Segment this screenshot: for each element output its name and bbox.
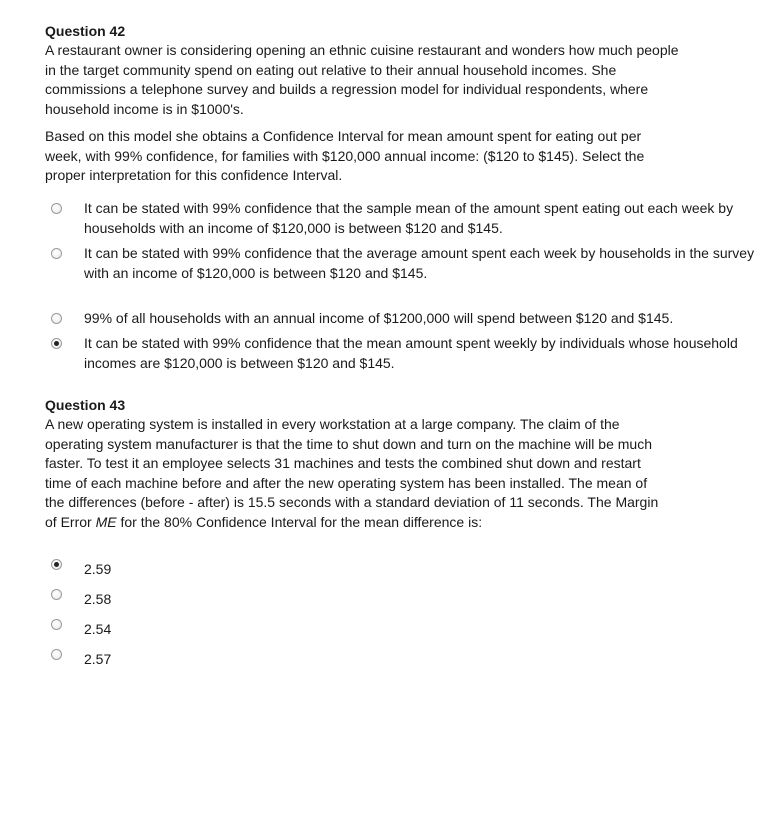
answer-option-label[interactable]: 2.54 <box>84 621 112 637</box>
question-42 <box>45 22 745 186</box>
radio-button[interactable] <box>51 649 62 660</box>
radio-button[interactable] <box>51 248 62 259</box>
question-43-prompt-text: A new operating system is installed in every workstation at a large company. The claim of the operating system manufacturer is that the time to shut down and turn on the machine will be much faster. To test it an employee selects 31 machines and tests the combined shut down and restart time of each machine before and after the new operating system has been installed. The mean of the differences (before - after) is 15.5 seconds with a standard deviation of 11 seconds. The Margin of Error <box>45 416 659 530</box>
radio-button[interactable] <box>51 619 62 630</box>
answer-option[interactable] <box>45 198 760 240</box>
radio-button[interactable] <box>51 589 62 600</box>
answer-option[interactable] <box>45 619 760 641</box>
answer-option[interactable] <box>45 649 760 671</box>
answer-option-label[interactable]: 2.58 <box>84 591 112 607</box>
answer-option-label[interactable]: It can be stated with 99% confidence that the mean amount spent weekly by individuals whose household incomes are $120,000 is between $120 and $145. <box>84 335 738 371</box>
radio-button-selected[interactable] <box>51 559 62 570</box>
question-42-prompt: A restaurant owner is considering opening an ethnic cuisine restaurant and wonders how much people in the target community spend on eating out relative to their annual household incomes. She commissions a telephone survey and builds a regression model for individual respondents, where household income is in $1000's. <box>45 42 679 117</box>
answer-option-label[interactable]: It can be stated with 99% confidence that the sample mean of the amount spent eating out each week by households with an income of $120,000 is between $120 and $145. <box>84 200 734 236</box>
question-43-prompt-text-end: for the 80% Confidence Interval for the mean difference is: <box>116 513 483 530</box>
answer-option[interactable] <box>45 559 760 581</box>
question-43 <box>45 396 745 532</box>
answer-option[interactable] <box>45 308 760 330</box>
question-43-prompt-italic: ME <box>95 513 117 530</box>
answer-option-label[interactable]: 2.57 <box>84 651 112 667</box>
answer-option-label[interactable]: It can be stated with 99% confidence that the average amount spent each week by households in the survey with an income of $120,000 is between $120 and $145. <box>84 245 755 281</box>
answer-option-label[interactable]: 2.59 <box>84 561 112 577</box>
answer-option-label[interactable]: 99% of all households with an annual income of $1200,000 will spend between $120 and $145. <box>84 310 674 326</box>
answer-option[interactable] <box>45 333 760 375</box>
radio-button[interactable] <box>51 203 62 214</box>
answer-option[interactable] <box>45 589 760 611</box>
radio-button[interactable] <box>51 313 62 324</box>
question-43-title: Question 43 <box>45 397 126 413</box>
question-43-prompt <box>45 415 670 532</box>
radio-button-selected[interactable] <box>51 338 62 349</box>
question-42-instruction: Based on this model she obtains a Confidence Interval for mean amount spent for eating out per week, with 99% confidence, for families with $120,000 annual income: ($120 to $145). Select the proper interpretation for this confidence Interval. <box>45 128 645 183</box>
question-42-title: Question 42 <box>45 23 126 39</box>
answer-option[interactable] <box>45 243 760 285</box>
